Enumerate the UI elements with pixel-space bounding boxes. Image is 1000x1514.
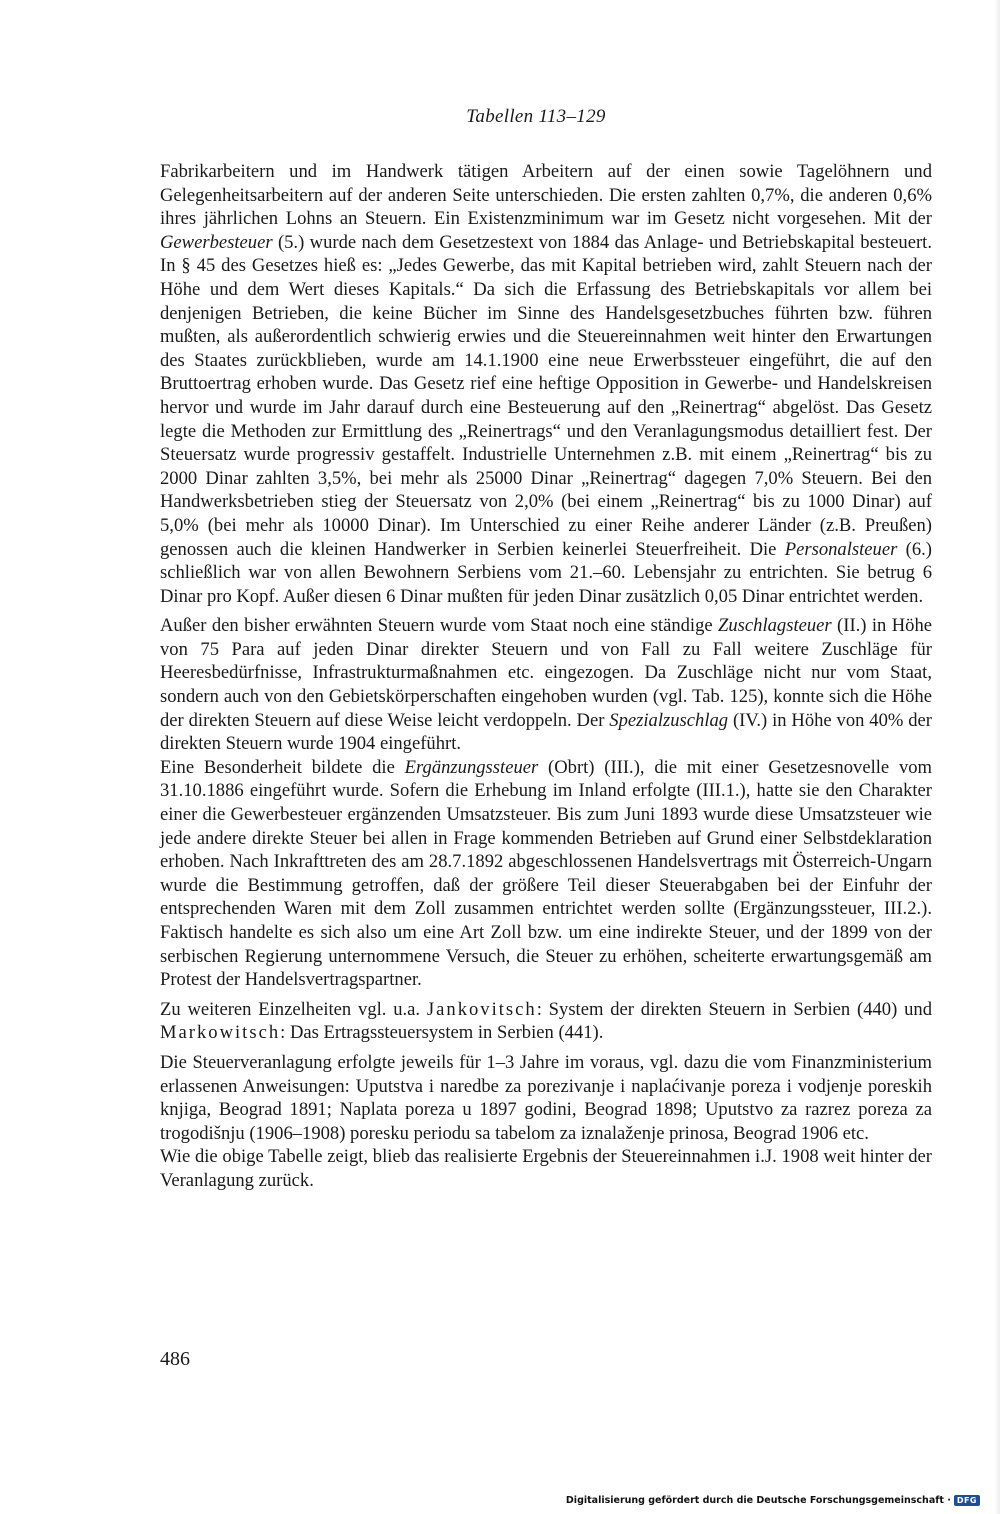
term-personalsteuer: Personalsteuer [784,538,898,560]
author-markowitsch: Markowitsch [160,1022,281,1044]
dfg-footer [566,1495,980,1506]
term-spezialzuschlag: Spezialzuschlag [609,709,729,731]
paragraph-1: Fabrikarbeitern und im Handwerk tätigen Arbeitern auf der einen sowie Tagelöhnern und Gelegenheitsarbeitern auf der anderen Seite unterschieden. Die ersten zahlten 0,7%, die anderen 0,6% ihres jährlichen Lohns an Steuern. Ein Existenzminimum war im Gesetz nicht vorgesehen. Mit der Gewerbesteuer (5.) wurde nach dem Gesetzestext von 1884 das Anlage- und Betriebskapital besteuert. In § 45 des Gesetzes hieß es: „Jedes Gewerbe, das mit Kapital betrieben wird, zahlt Steuern nach der Höhe und dem Wert dieses Kapitals.“ Da sich die Erfassung des Betriebskapitals vor allem bei denjenigen Betrieben, die keine Bücher im Sinne des Handelsgesetzbuches führten bzw. führen mußten, als außerordentlich schwierig erwies und die Steuereinnahmen weit hinter den Erwartungen des Staates zurückblieben, wurde am 14.1.1900 eine neue Erwerbssteuer eingeführt, die auf den Bruttoertrag erhoben wurde. Das Gesetz rief eine heftige Opposition in Gewerbe- und Handelskreisen hervor und wurde im Jahr darauf durch eine Besteuerung auf den „Reinertrag“ abgelöst. Das Gesetz legte die Methoden zur Ermittlung des „Reinertrags“ und den Veranlagungsmodus detailliert fest. Der Steuersatz wurde progressiv gestaffelt. Industrielle Unternehmen z.B. mit einem „Reinertrag“ bis zu 2000 Dinar zahlten 3,5%, bei mehr als 25000 Dinar „Reinertrag“ dagegen 7,0% Steuern. Bei den Handwerksbetrieben stieg der Steuersatz von 2,0% (bei einem „Reinertrag“ bis zu 1000 Dinar) auf 5,0% (bei mehr als 10000 Dinar). Im Unterschied zu einer Reihe anderer Länder (z.B. Preußen) genossen auch die kleinen Handwerker in Serbien keinerlei Steuerfreiheit. Die Personalsteuer (6.) schließlich war von allen Bewohnern Serbiens vom 21.–60. Lebensjahr zu entrichten. Sie betrug 6 Dinar pro Kopf. Außer diesen 6 Dinar mußten für jeden Dinar zusätzlich 0,05 Dinar entrichtet werden. [160,161,932,607]
term-gewerbesteuer: Gewerbesteuer [160,231,273,253]
term-zuschlagsteuer: Zuschlagsteuer [718,615,832,637]
running-title: Tabellen 113–129 [466,106,606,127]
page-number: 486 [160,1348,190,1370]
running-head [0,106,1000,128]
term-ergaenzungssteuer: Ergänzungssteuer [404,756,539,778]
paragraph-6: Wie die obige Tabelle zeigt, blieb das realisierte Ergebnis der Steuereinnahmen i.J. 1908 weit hinter der Veranlagung zurück. [160,1146,932,1191]
paragraph-5: Die Steuerveranlagung erfolgte jeweils für 1–3 Jahre im voraus, vgl. dazu die vom Finanzministerium erlassenen Anweisungen: Uputstva i naredbe za porezivanje i naplaćivanje poreza i vodjenje poreskih knjiga, Beograd 1891; Naplata poreza u 1897 godini, Beograd 1898; Uputstvo za razrez poreza za trogodišnju (1906–1908) poresku periodu sa tabelom za iznalaženje prinosa, Beograd 1906 etc. [160,1051,932,1144]
body-text [160,160,932,1193]
paragraph-2: Außer den bisher erwähnten Steuern wurde vom Staat noch eine ständige Zuschlagsteuer (II.) in Höhe von 75 Para auf jeden Dinar direkter Steuern und von Fall zu Fall weitere Zuschläge für Heeresbedürfnisse, Infrastrukturmaßnahmen etc. eingezogen. Da Zuschläge nicht nur vom Staat, sondern auch von den Gebietskörperschaften eingehoben wurden (vgl. Tab. 125), konnte sich die Höhe der direkten Steuern auf diese Weise leicht verdoppeln. Der Spezialzuschlag (IV.) in Höhe von 40% der direkten Steuern wurde 1904 eingeführt. [160,615,932,755]
dfg-logo-icon: DFG [954,1495,980,1506]
paragraph-4: Zu weiteren Einzelheiten vgl. u.a. Jankovitsch: System der direkten Steuern in Serbien (440) und Markowitsch: Das Ertragssteuersystem in Serbien (441). [160,998,932,1044]
paragraph-3: Eine Besonderheit bildete die Ergänzungssteuer (Obrt) (III.), die mit einer Gesetzesnovelle vom 31.10.1886 eingeführt wurde. Sofern die Erhebung im Inland erfolgte (III.1.), hatte sie den Charakter einer die Gewerbesteuer ergänzenden Umsatzsteuer. Bis zum Juni 1893 wurde diese Umsatzsteuer wie jede andere direkte Steuer bei allen in Frage kommenden Betrieben auf Grund einer Selbstdeklaration erhoben. Nach Inkrafttreten des am 28.7.1892 abgeschlossenen Handelsvertrags mit Österreich-Ungarn wurde die Bestimmung getroffen, daß der größere Teil dieser Steuerabgaben bei der Einfuhr der entsprechenden Waren mit dem Zoll zusammen entrichtet werden sollte (Ergänzungssteuer, III.2.). Faktisch handelte es sich also um eine Art Zoll bzw. um eine indirekte Steuer, und der 1899 von der serbischen Regierung unternommene Versuch, die Steuer zu erhöhen, scheiterte erwartungsgemäß am Protest der Handelsvertragspartner. [160,756,932,991]
dfg-credit-text: Digitalisierung gefördert durch die Deutsche Forschungsgemeinschaft · [565,1495,951,1506]
author-jankovitsch: Jankovitsch [426,998,537,1020]
page-edge-shadow [994,0,1000,1514]
